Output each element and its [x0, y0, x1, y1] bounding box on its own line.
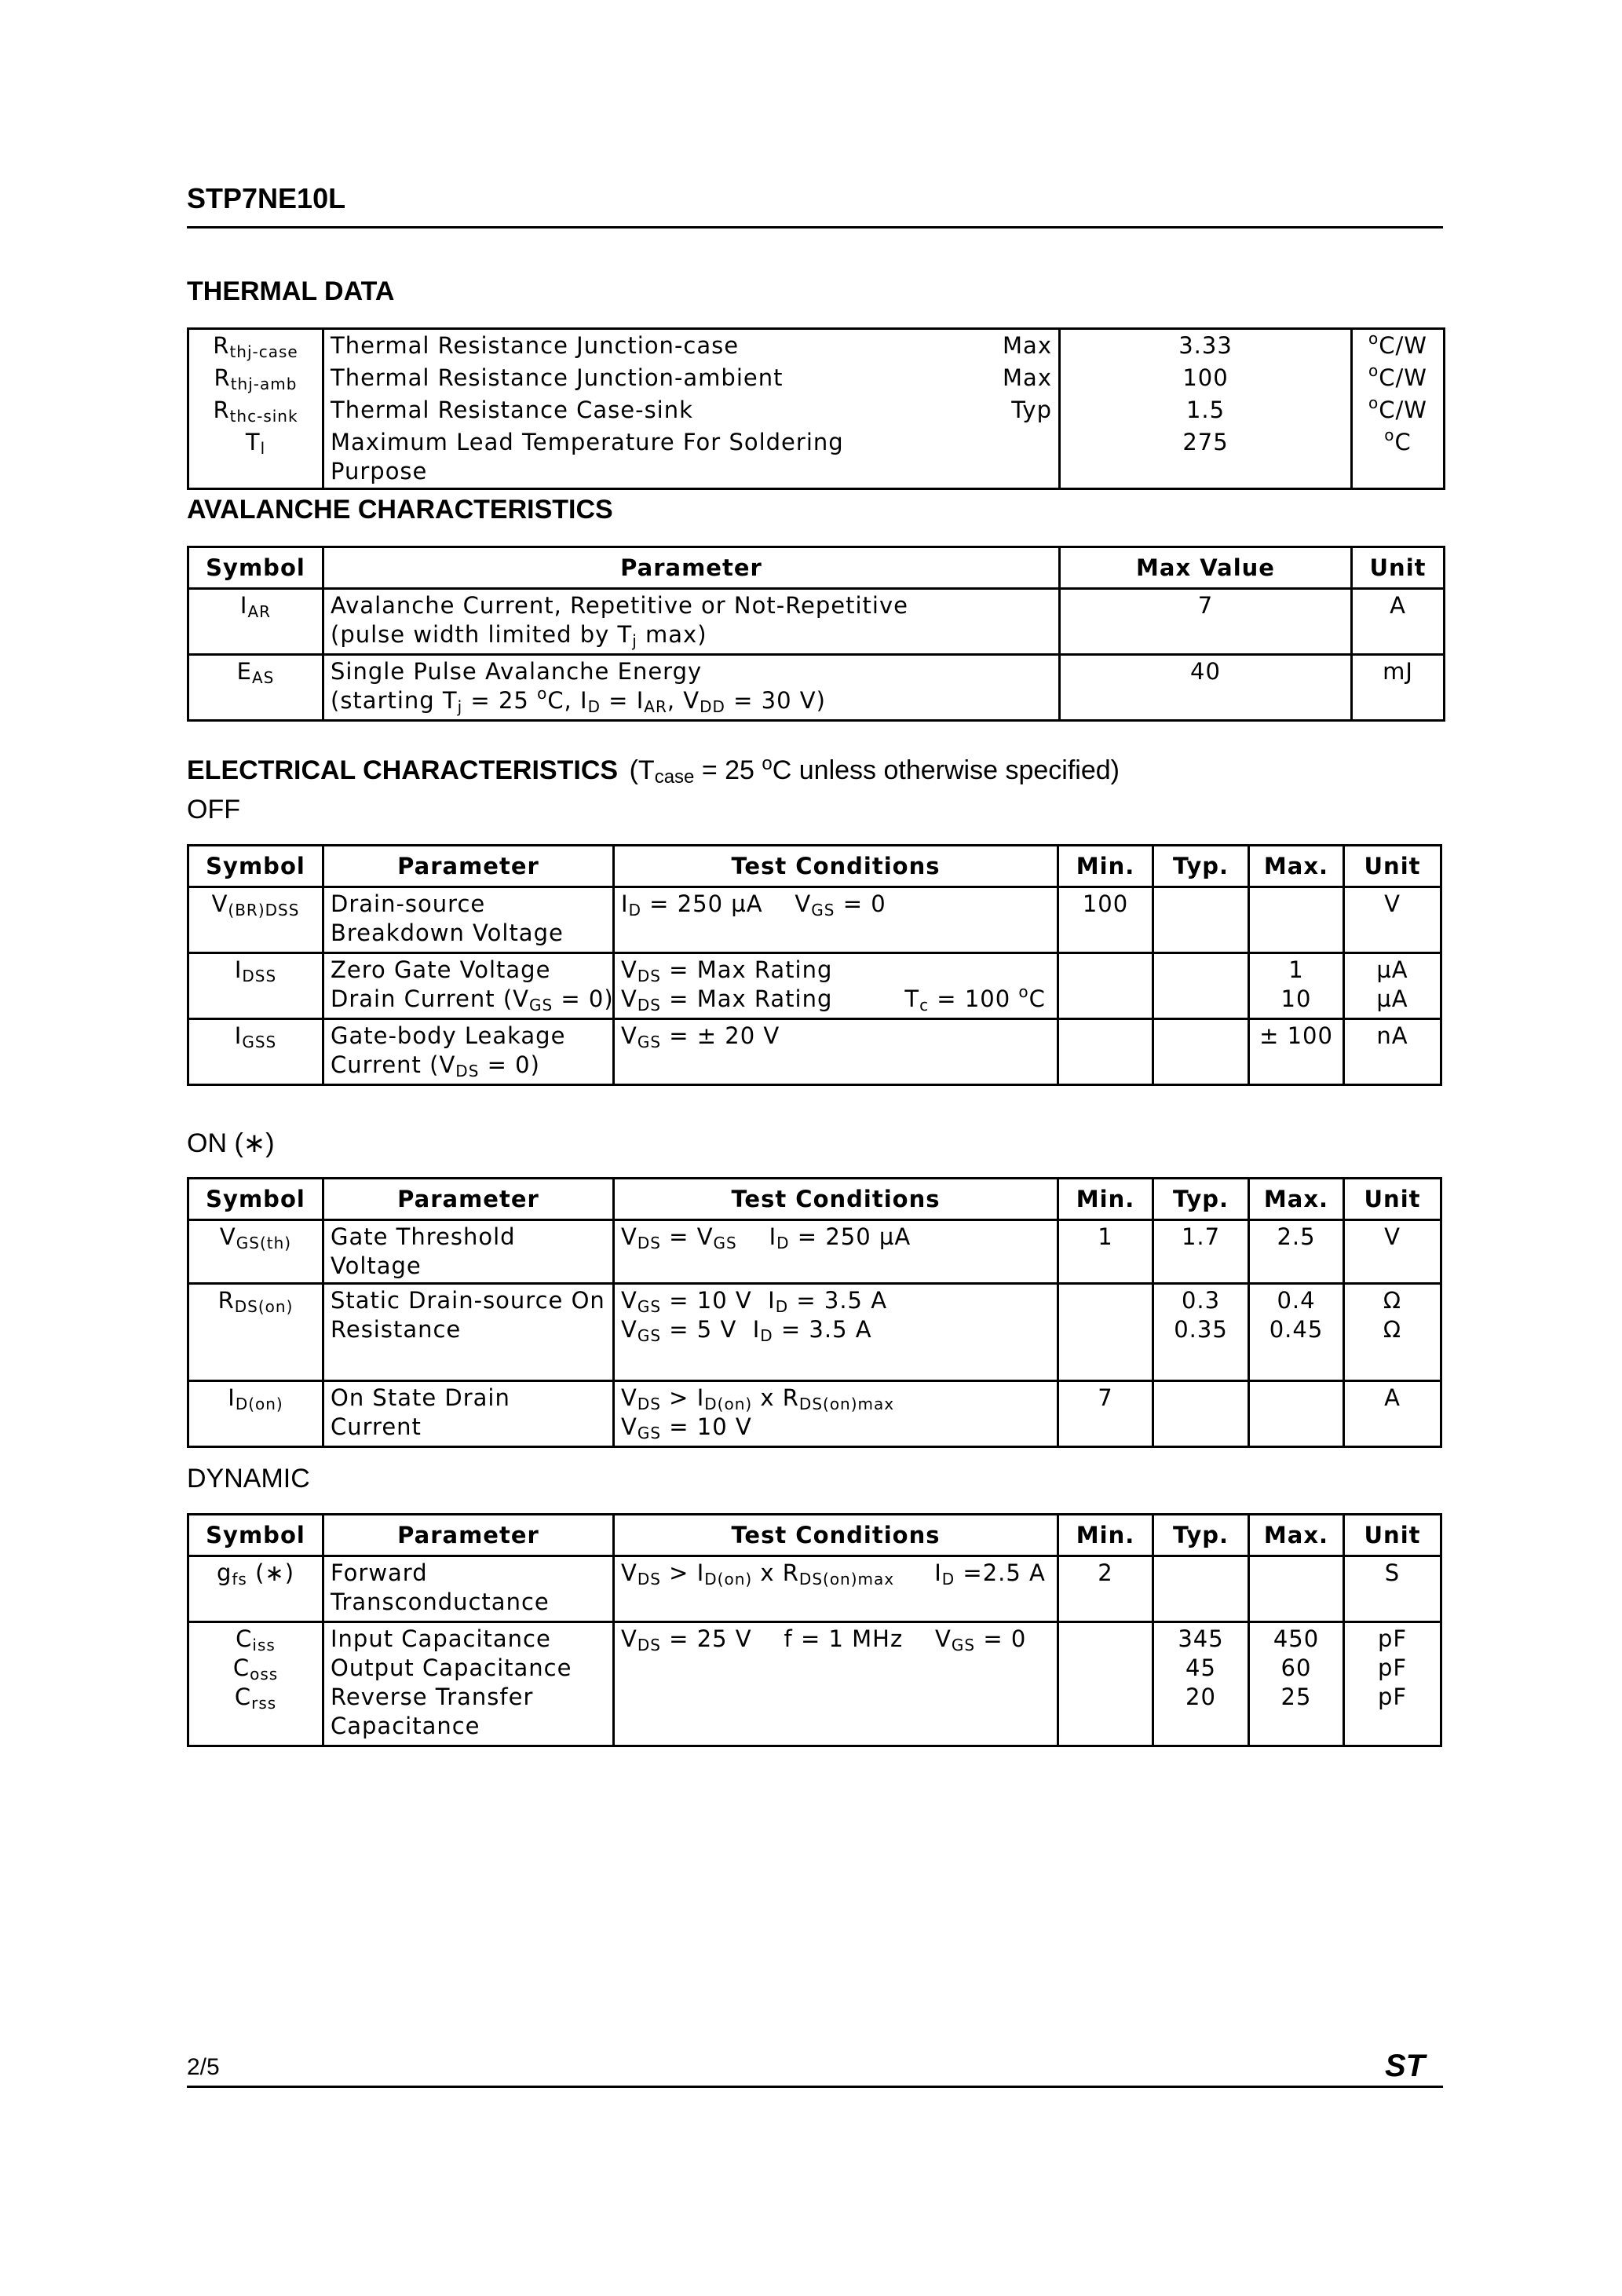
max-cell: 0.4 0.45 — [1249, 1284, 1344, 1381]
column-header: Parameter — [323, 1515, 614, 1556]
qualifier-cell: Max — [916, 329, 1060, 363]
column-header: Parameter — [323, 547, 1060, 589]
max-cell — [1249, 1556, 1344, 1622]
value-cell: 1.5 — [1060, 394, 1352, 426]
table-header-row — [188, 846, 1441, 887]
column-header: Parameter — [323, 846, 614, 887]
unit-cell: S — [1344, 1556, 1441, 1622]
max-cell: ± 100 — [1249, 1019, 1344, 1085]
column-header: Min. — [1058, 1179, 1153, 1220]
on-table — [187, 1177, 1442, 1448]
parameter-cell: Single Pulse Avalanche Energy (starting $T_j = 25$ $^o$C, $I_D = I_{AR}$, $V_{DD} = 30$ V) — [323, 655, 1060, 721]
electrical-condition: ($T_{case} = 25$ $^o$C unless otherwise specified) — [629, 753, 1120, 788]
parameter-cell: Maximum Lead Temperature For Soldering Purpose — [323, 426, 916, 489]
symbol-cell: $V_{(BR)DSS}$ — [188, 887, 323, 953]
test-conditions-cell: $I_D = 250$ µA $V_{GS} = 0$ — [614, 887, 1058, 953]
symbol-cell: $R_{thc-sink}$ — [188, 394, 323, 426]
table-header-row — [188, 547, 1445, 589]
table-row — [188, 655, 1445, 721]
table-row — [188, 1381, 1441, 1447]
table-row — [188, 329, 1445, 363]
test-conditions-cell: $V_{DS} > I_{D(on)}$ x $R_{DS(on)max}$ $V_{GS} = 10$ V — [614, 1381, 1058, 1447]
value-cell: 7 — [1060, 589, 1352, 655]
symbol-cell: $I_{DSS}$ — [188, 953, 323, 1019]
parameter-cell: Zero Gate Voltage Drain Current $(V_{GS} = 0)$ — [323, 953, 614, 1019]
thermal-table — [187, 327, 1445, 490]
test-conditions-cell: $V_{DS}$ = Max Rating $V_{DS}$ = Max Rating $T_c = 100$ $^o$C — [614, 953, 1058, 1019]
unit-cell: $^o$C/W — [1352, 362, 1445, 394]
min-cell: 7 — [1058, 1381, 1153, 1447]
unit-cell: pF pF pF — [1344, 1622, 1441, 1746]
parameter-cell: Thermal Resistance Junction-case — [323, 329, 916, 363]
symbol-cell: $V_{GS(th)}$ — [188, 1220, 323, 1284]
typ-cell — [1153, 1019, 1249, 1085]
dynamic-title: DYNAMIC — [187, 1464, 310, 1493]
unit-cell: $^o$C — [1352, 426, 1445, 489]
unit-cell: Ω Ω — [1344, 1284, 1441, 1381]
symbol-cell: $R_{thj-amb}$ — [188, 362, 323, 394]
electrical-heading — [187, 755, 1120, 786]
parameter-cell: Static Drain-source On Resistance — [323, 1284, 614, 1381]
max-cell: 2.5 — [1249, 1220, 1344, 1284]
symbol-cell: $E_{AS}$ — [188, 655, 323, 721]
qualifier-cell: Typ — [916, 394, 1060, 426]
value-cell: 40 — [1060, 655, 1352, 721]
column-header: Test Conditions — [614, 1179, 1058, 1220]
column-header: Max. — [1249, 846, 1344, 887]
symbol-cell: $I_{D(on)}$ — [188, 1381, 323, 1447]
avalanche-title: AVALANCHE CHARACTERISTICS — [187, 495, 613, 525]
qualifier-cell — [916, 426, 1060, 489]
unit-cell: A — [1352, 589, 1445, 655]
column-header: Min. — [1058, 1515, 1153, 1556]
parameter-cell: Thermal Resistance Case-sink — [323, 394, 916, 426]
avalanche-table — [187, 546, 1445, 722]
symbol-cell: $C_{iss}$ $C_{oss}$ $C_{rss}$ — [188, 1622, 323, 1746]
column-header: Unit — [1344, 846, 1441, 887]
parameter-cell: Gate-body Leakage Current $(V_{DS} = 0)$ — [323, 1019, 614, 1085]
min-cell: 2 — [1058, 1556, 1153, 1622]
table-row — [188, 362, 1445, 394]
st-logo-icon — [1383, 2048, 1440, 2082]
column-header: Max Value — [1060, 547, 1352, 589]
unit-cell: V — [1344, 887, 1441, 953]
column-header: Test Conditions — [614, 846, 1058, 887]
test-conditions-cell: $V_{DS} = V_{GS}$ $I_D = 250$ µA — [614, 1220, 1058, 1284]
table-row — [188, 1019, 1441, 1085]
value-cell: 100 — [1060, 362, 1352, 394]
table-row — [188, 1622, 1441, 1746]
column-header: Symbol — [188, 846, 323, 887]
min-cell: 100 — [1058, 887, 1153, 953]
table-row — [188, 1284, 1441, 1381]
table-row — [188, 887, 1441, 953]
off-table — [187, 844, 1442, 1086]
svg-text:ST: ST — [1385, 2049, 1426, 2082]
parameter-cell: Drain-source Breakdown Voltage — [323, 887, 614, 953]
table-row — [188, 589, 1445, 655]
column-header: Typ. — [1153, 846, 1249, 887]
column-header: Test Conditions — [614, 1515, 1058, 1556]
typ-cell: 345 45 20 — [1153, 1622, 1249, 1746]
max-cell — [1249, 1381, 1344, 1447]
test-conditions-cell: $V_{DS} = 25$ V f = 1 MHz $V_{GS} = 0$ — [614, 1622, 1058, 1746]
symbol-cell: $R_{thj-case}$ — [188, 329, 323, 363]
footer-rule — [187, 2086, 1443, 2088]
table-row — [188, 1220, 1441, 1284]
min-cell — [1058, 1284, 1153, 1381]
electrical-title: ELECTRICAL CHARACTERISTICS — [187, 755, 619, 785]
column-header: Typ. — [1153, 1179, 1249, 1220]
max-cell: 450 60 25 — [1249, 1622, 1344, 1746]
column-header: Max. — [1249, 1179, 1344, 1220]
column-header: Min. — [1058, 846, 1153, 887]
unit-cell: A — [1344, 1381, 1441, 1447]
table-row — [188, 1556, 1441, 1622]
min-cell — [1058, 1019, 1153, 1085]
thermal-title: THERMAL DATA — [187, 276, 395, 306]
max-cell — [1249, 887, 1344, 953]
on-title: ON (∗) — [187, 1128, 275, 1158]
parameter-cell: Input Capacitance Output Capacitance Reverse Transfer Capacitance — [323, 1622, 614, 1746]
typ-cell — [1153, 887, 1249, 953]
parameter-cell: Avalanche Current, Repetitive or Not-Repetitive (pulse width limited by $T_j$ max) — [323, 589, 1060, 655]
typ-cell — [1153, 1381, 1249, 1447]
test-conditions-cell: $V_{GS}$ = ± 20 V — [614, 1019, 1058, 1085]
column-header: Max. — [1249, 1515, 1344, 1556]
test-conditions-cell: $V_{DS} > I_{D(on)}$ x $R_{DS(on)max}$ $I_D =2.5$ A — [614, 1556, 1058, 1622]
typ-cell: 0.3 0.35 — [1153, 1284, 1249, 1381]
symbol-cell: $R_{DS(on)}$ — [188, 1284, 323, 1381]
parameter-cell: Forward Transconductance — [323, 1556, 614, 1622]
value-cell: 3.33 — [1060, 329, 1352, 363]
min-cell — [1058, 953, 1153, 1019]
dynamic-table — [187, 1513, 1442, 1747]
table-row — [188, 953, 1441, 1019]
table-row — [188, 394, 1445, 426]
unit-cell: $^o$C/W — [1352, 394, 1445, 426]
value-cell: 275 — [1060, 426, 1352, 489]
test-conditions-cell: $V_{GS} = 10$ V $I_D = 3.5$ A $V_{GS} = 5$ V $I_D = 3.5$ A — [614, 1284, 1058, 1381]
min-cell — [1058, 1622, 1153, 1746]
symbol-cell: $T_l$ — [188, 426, 323, 489]
min-cell: 1 — [1058, 1220, 1153, 1284]
max-cell: 1 10 — [1249, 953, 1344, 1019]
unit-cell: $^o$C/W — [1352, 329, 1445, 363]
typ-cell — [1153, 953, 1249, 1019]
column-header: Symbol — [188, 1515, 323, 1556]
column-header: Symbol — [188, 1179, 323, 1220]
table-row — [188, 426, 1445, 489]
column-header: Unit — [1344, 1515, 1441, 1556]
column-header: Unit — [1344, 1179, 1441, 1220]
table-header-row — [188, 1179, 1441, 1220]
symbol-cell: $I_{AR}$ — [188, 589, 323, 655]
column-header: Parameter — [323, 1179, 614, 1220]
column-header: Typ. — [1153, 1515, 1249, 1556]
qualifier-cell: Max — [916, 362, 1060, 394]
typ-cell: 1.7 — [1153, 1220, 1249, 1284]
unit-cell: mJ — [1352, 655, 1445, 721]
symbol-cell: $g_{fs}$ (∗) — [188, 1556, 323, 1622]
part-number: STP7NE10L — [187, 182, 346, 214]
unit-cell: µA µA — [1344, 953, 1441, 1019]
off-title: OFF — [187, 795, 240, 824]
typ-cell — [1153, 1556, 1249, 1622]
parameter-cell: On State Drain Current — [323, 1381, 614, 1447]
header-rule — [187, 226, 1443, 229]
parameter-cell: Thermal Resistance Junction-ambient — [323, 362, 916, 394]
symbol-cell: $I_{GSS}$ — [188, 1019, 323, 1085]
unit-cell: V — [1344, 1220, 1441, 1284]
column-header: Unit — [1352, 547, 1445, 589]
unit-cell: nA — [1344, 1019, 1441, 1085]
table-header-row — [188, 1515, 1441, 1556]
column-header: Symbol — [188, 547, 323, 589]
page-number: 2/5 — [187, 2054, 220, 2080]
parameter-cell: Gate Threshold Voltage — [323, 1220, 614, 1284]
